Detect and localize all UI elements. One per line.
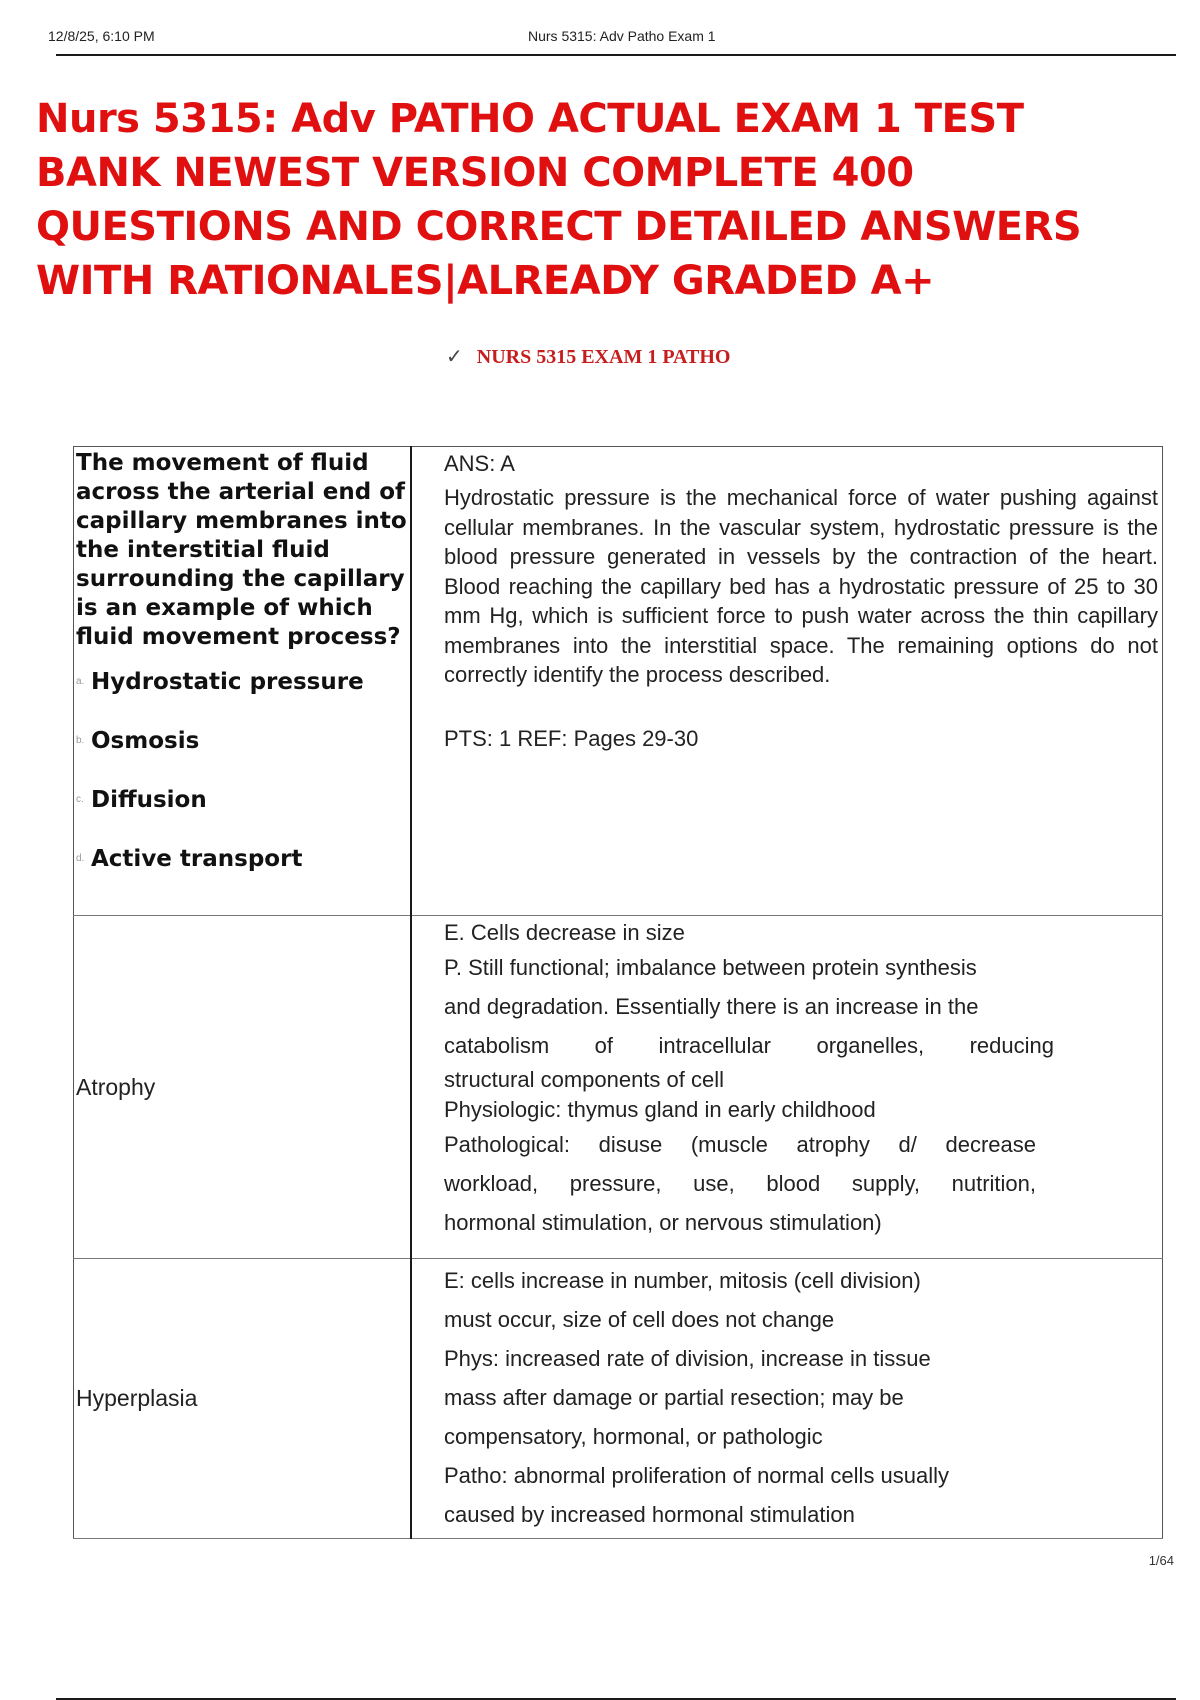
definition-line: Patho: abnormal proliferation of normal cells usually bbox=[444, 1463, 950, 1488]
header-rule bbox=[56, 54, 1176, 56]
option-letter: d. bbox=[76, 853, 85, 864]
question-table bbox=[73, 446, 1163, 1539]
table-row bbox=[74, 447, 1163, 916]
checkmark-icon: ✓ bbox=[446, 344, 463, 368]
document-title: Nurs 5315: Adv PATHO ACTUAL EXAM 1 TEST BANK NEWEST VERSION COMPLETE 400 QUESTIONS AND CORRECT DETAILED ANSWERS WITH RATIONALES|ALREADY GRADED A+ bbox=[36, 96, 1082, 304]
definition-line: P. Still functional; imbalance between protein synthesis bbox=[444, 955, 977, 980]
rationale-text: Hydrostatic pressure is the mechanical force of water pushing against cellular membranes. In the vascular system, hydrostatic pressure is the blood pressure generated in vessels by the contraction of the heart. Blood reaching the capillary bed has a hydrostatic pressure of 25 to 30 mm Hg, which is sufficient force to push water across the thin capillary membranes into the interstitial space. The remaining options do not correctly identify the process described. bbox=[444, 485, 1158, 687]
question-text: The movement of fluid across the arterial end of capillary membranes into the interstitial fluid surrounding the capillary is an example of which fluid movement process? bbox=[76, 450, 407, 650]
option-letter: a. bbox=[76, 676, 85, 687]
print-doc-title: Nurs 5315: Adv Patho Exam 1 bbox=[528, 28, 716, 44]
definition-line: must occur, size of cell does not change bbox=[444, 1307, 835, 1332]
page-number: 1/64 bbox=[1148, 1553, 1174, 1568]
definition-line: hormonal stimulation, or nervous stimulation) bbox=[444, 1210, 882, 1235]
definition-line: Phys: increased rate of division, increase in tissue bbox=[444, 1346, 931, 1371]
table-row bbox=[74, 916, 1163, 1259]
definition-line: Pathological: disuse (muscle atrophy d/ decrease bbox=[444, 1132, 1036, 1157]
option-c bbox=[74, 786, 410, 845]
term-cell bbox=[74, 916, 412, 1259]
table-row bbox=[74, 1259, 1163, 1539]
answer-options bbox=[74, 668, 410, 881]
option-a bbox=[74, 668, 410, 727]
option-letter: b. bbox=[76, 735, 85, 746]
answer-cell bbox=[411, 447, 1163, 916]
print-date: 12/8/25, 6:10 PM bbox=[48, 28, 155, 44]
term-hyperplasia: Hyperplasia bbox=[76, 1385, 198, 1411]
definition-line: structural components of cell bbox=[444, 1067, 725, 1092]
answer-key: ANS: A bbox=[444, 451, 515, 476]
print-header bbox=[48, 28, 1182, 50]
option-letter: c. bbox=[76, 794, 84, 805]
definition-hyperplasia bbox=[444, 1261, 1054, 1534]
definition-line: mass after damage or partial resection; may be bbox=[444, 1385, 904, 1410]
definition-line: and degradation. Essentially there is an increase in the bbox=[444, 994, 979, 1019]
subtitle-text: NURS 5315 EXAM 1 PATHO bbox=[476, 346, 731, 368]
definition-line: compensatory, hormonal, or pathologic bbox=[444, 1424, 823, 1449]
points-reference: PTS: 1 REF: Pages 29-30 bbox=[444, 725, 699, 751]
definition-line: E: cells increase in number, mitosis (cell division) bbox=[444, 1268, 921, 1293]
term-cell bbox=[74, 1259, 412, 1539]
definition-line: catabolism of intracellular organelles, reducing bbox=[444, 1033, 1054, 1058]
definition-cell bbox=[411, 916, 1163, 1259]
question-cell bbox=[74, 447, 412, 916]
definition-line: workload, pressure, use, blood supply, nutrition, bbox=[444, 1171, 1036, 1196]
option-text: Osmosis bbox=[91, 728, 200, 754]
exam-subtitle bbox=[446, 344, 730, 369]
definition-line: caused by increased hormonal stimulation bbox=[444, 1502, 855, 1527]
option-text: Diffusion bbox=[91, 787, 207, 813]
definition-line: E. Cells decrease in size bbox=[444, 920, 685, 945]
definition-line: Physiologic: thymus gland in early childhood bbox=[444, 1097, 876, 1122]
option-text: Active transport bbox=[91, 846, 303, 872]
option-text: Hydrostatic pressure bbox=[91, 669, 364, 695]
definition-atrophy bbox=[444, 918, 1054, 1242]
definition-cell bbox=[411, 1259, 1163, 1539]
term-atrophy: Atrophy bbox=[76, 1073, 156, 1100]
option-b bbox=[74, 727, 410, 786]
option-d bbox=[74, 845, 410, 881]
